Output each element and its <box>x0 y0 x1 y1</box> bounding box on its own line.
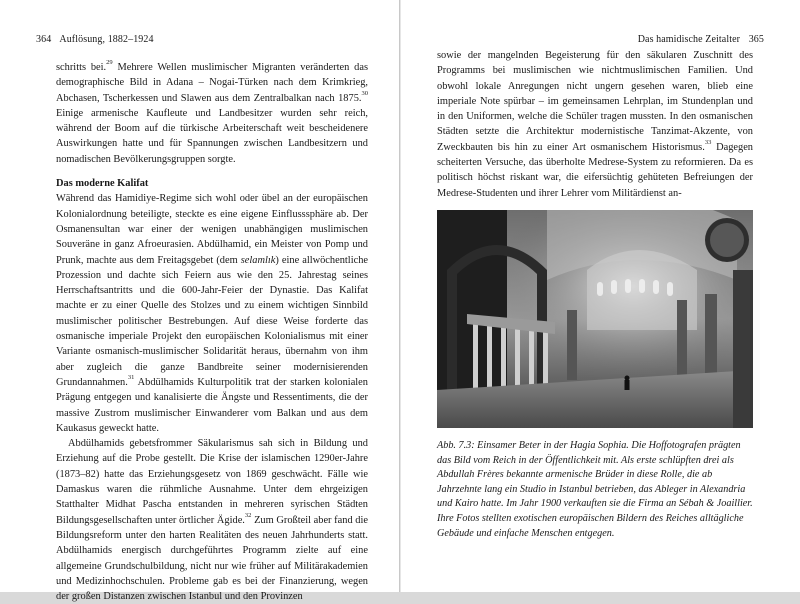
footnote-ref: 30 <box>361 89 368 97</box>
photo-illustration <box>437 210 753 428</box>
section-heading: Das moderne Kalifat <box>56 178 149 190</box>
text-run: Zum Großteil aber fand die Bildungsreform unter den harten Realitäten des neuen Jahrhunderts statt. Abdülhamids energisch durchgeführtes Programm zielte auf eine allgemeine Grundschulbildung, nicht nur wie früher auf Militärakademien und Medizinhochschulen. Probleme gab es bei der Finanzierung, wegen der großen Distanzen zwischen Istanbul und den Provinzen <box>56 514 368 603</box>
italic-term: selamlık <box>240 254 276 266</box>
right-running-head <box>638 34 764 45</box>
footnote-ref: 29 <box>106 59 113 66</box>
text-run: Abdülhamids Kulturpolitik trat der starken kolonialen Prägung entgegen und kanalisierte die Ängste und Ressentiments, die der massive Zustrom muslimischer Einwanderer vom Balkan und aus dem Kaukasus geweckt hatte. <box>56 376 368 434</box>
right-paragraph-1 <box>437 48 753 201</box>
text-run: Abdülhamids gebetsfrommer Säkularismus sah sich in Bildung und Erziehung auf die Probe gestellt. Die Krise der islamischen 1290er-Jahre (1873–82) hatte das Erziehungsgesetz von 1869 geschwächt. Fälle wie Damaskus waren die rühmliche Ausnahme. Unter dem ehrgeizigen Statthalter Midhat Pascha entstanden in mehreren syrischen Städten Bildungsgesellschaften unter örtlicher Ägide. <box>56 438 368 526</box>
left-paragraph-3 <box>56 436 368 604</box>
right-page <box>400 0 800 592</box>
text-run: Dagegen scheiterten Versuche, das überholte Medrese-System zu reformieren. Da es politisch höchst riskant war, die eifersüchtig gehüteten Befreiungen der Medrese-Studenten und ihrer Lehrer vom Militärdienst an- <box>437 141 753 199</box>
footnote-ref: 32 <box>244 511 252 519</box>
text-run: Mehrere Wellen muslimischer Migranten veränderten das demographische Bild in Adana – Nogai-Türken nach dem Krimkrieg, Abchasen, Tscherkessen und Slawen aus dem Zentralbalkan nach 1875. <box>56 62 369 104</box>
hagia-sophia-photo <box>437 210 753 428</box>
left-paragraph-2 <box>56 191 368 436</box>
left-running-head <box>36 34 154 45</box>
text-run: sowie der mangelnden Begeisterung für den säkularen Zuschnitt des Programms bei muslimischen wie nichtmuslimischen Familien. Und obwohl lokale Anregungen nicht ungern gesehen waren, blieb eine imperiale Note spürbar – im gemeinsamen Lehrplan, im Stundenplan und in den Uniformen, welche die Schüler tragen mussten. In den osmanischen Städten setzte die Architektur modernistische Tanzimat-Akzente, von Zweckbauten bis hin zu einer Art osmanischem Historismus. <box>437 50 753 153</box>
left-page <box>0 0 400 603</box>
footnote-ref: 33 <box>704 138 712 146</box>
left-body-text <box>56 60 368 604</box>
text-run: schritts bei. <box>56 62 107 73</box>
text-run: Einige armenische Kaufleute und Landbesitzer wurden sehr reich, während der Boom auf die türkische Arbeiterschaft weit bescheidenere Auswirkungen hatte und für Spannungen zwischen Landbesitzern und nomadischen Bevölkerungsgruppen sorgte. <box>56 107 368 165</box>
right-running-title: Das hamidische Zeitalter <box>637 34 741 45</box>
figure-caption: Abb. 7.3: Einsamer Beter in der Hagia Sophia. Die Hoffotografen prägten das Bild vom Reich in der Öffentlichkeit mit. Als erste schlüpften drei als Abdullah Frères bekannte armenische Brüder in diese Rolle, die ab Jahrzehnte lang ein Studio in Istanbul betrieben, das Ableger in Alexandria und Kairo hatte. Im Jahr 1900 verkauften sie die Firma an Sébah & Joaillier. Ihre Fotos stellten exotischen europäischen Bildern des Reiches alltägliche Gebäude und einfache Menschen entgegen. <box>437 440 753 539</box>
text-run: Während das Hamidiye-Regime sich wohl oder übel an der europäischen Kolonialordnung beteiligte, steckte es eine eigene Einflusssphäre ab. Der Osmanensultan war einer der wenigen unabhängigen muslimischen Souveräne in ganz Afroeurasien. Abdülhamid, ein Meister von Pomp und Prunk, machte aus dem Freitagsgebet (dem <box>56 193 368 266</box>
left-page-number: 364 <box>36 34 52 45</box>
left-paragraph-1 <box>56 60 368 167</box>
right-page-number: 365 <box>748 34 764 45</box>
left-running-title: Auflösung, 1882–1924 <box>59 34 154 45</box>
text-run: ) eine allwöchentliche Prozession und dachte sich Feiern aus wie den 25. Jahrestag seines Herrschaftsantritts und die 600-Jahr-Feier der Dynastie. Das Kalifat machte er zu einer Quelle des Stolzes und zu einem wichtigen Sinnbild muslimischer politischer Bestrebungen. Auf diese Weise forderte das osmanische imperiale Projekt den europäischen Kolonialismus mit einer Variante osmanisch-muslimischer Solidarität heraus, übernahm von ihm aber zugleich die ganze Bandbreite seiner modernisierenden Grundannahmen. <box>56 254 368 388</box>
footnote-ref: 31 <box>127 373 135 381</box>
right-body-text <box>437 48 753 201</box>
